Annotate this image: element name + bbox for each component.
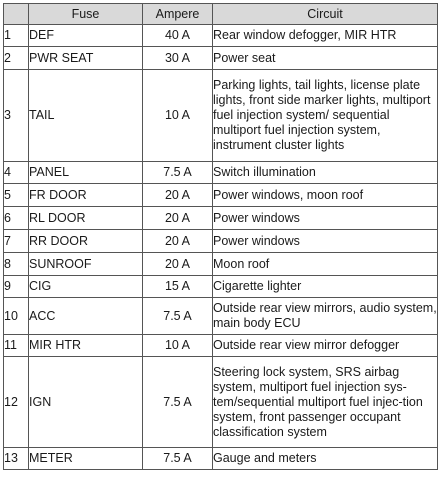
row-number: 1 [4, 25, 29, 47]
fuse-ampere: 7.5 A [143, 448, 213, 470]
header-row [4, 4, 438, 25]
fuse-ampere: 15 A [143, 276, 213, 298]
table-row [4, 298, 438, 335]
fuse-name: PANEL [29, 162, 143, 184]
fuse-name: SUNROOF [29, 253, 143, 276]
fuse-ampere: 30 A [143, 47, 213, 70]
table-row [4, 162, 438, 184]
fuse-circuit: Moon roof [213, 253, 438, 276]
table-row [4, 47, 438, 70]
fuse-ampere: 40 A [143, 25, 213, 47]
fuse-ampere: 7.5 A [143, 357, 213, 448]
fuse-name: CIG [29, 276, 143, 298]
fuse-table [3, 3, 438, 470]
fuse-circuit: Outside rear view mirrors, audio system, main body ECU [213, 298, 438, 335]
fuse-circuit: Parking lights, tail lights, license plate lights, front side marker lights, multiport fuel injection system/ sequential multiport fuel injection system, instrument cluster lights [213, 70, 438, 162]
fuse-name: IGN [29, 357, 143, 448]
fuse-name: TAIL [29, 70, 143, 162]
fuse-circuit: Power windows [213, 230, 438, 253]
fuse-circuit: Steering lock system, SRS airbag system, multiport fuel injection sys-tem/sequential multiport fuel injec-tion system, front passenger occupant classification system [213, 357, 438, 448]
table-row [4, 230, 438, 253]
row-number: 2 [4, 47, 29, 70]
fuse-circuit: Gauge and meters [213, 448, 438, 470]
table-row [4, 448, 438, 470]
fuse-circuit: Cigarette lighter [213, 276, 438, 298]
fuse-ampere: 10 A [143, 335, 213, 357]
fuse-ampere: 20 A [143, 184, 213, 207]
row-number: 4 [4, 162, 29, 184]
fuse-ampere: 10 A [143, 70, 213, 162]
table-row [4, 253, 438, 276]
row-number: 10 [4, 298, 29, 335]
table-row [4, 25, 438, 47]
fuse-circuit: Switch illumination [213, 162, 438, 184]
row-number: 11 [4, 335, 29, 357]
fuse-name: DEF [29, 25, 143, 47]
header-number [4, 4, 29, 25]
row-number: 12 [4, 357, 29, 448]
row-number: 5 [4, 184, 29, 207]
table-row [4, 184, 438, 207]
fuse-circuit: Outside rear view mirror defogger [213, 335, 438, 357]
fuse-circuit: Power windows [213, 207, 438, 230]
fuse-ampere: 20 A [143, 207, 213, 230]
fuse-ampere: 7.5 A [143, 298, 213, 335]
fuse-name: ACC [29, 298, 143, 335]
table-row [4, 70, 438, 162]
fuse-name: PWR SEAT [29, 47, 143, 70]
row-number: 7 [4, 230, 29, 253]
table-row [4, 276, 438, 298]
row-number: 9 [4, 276, 29, 298]
table-row [4, 335, 438, 357]
fuse-name: METER [29, 448, 143, 470]
fuse-ampere: 20 A [143, 230, 213, 253]
row-number: 8 [4, 253, 29, 276]
table-row [4, 207, 438, 230]
table-body [4, 25, 438, 470]
row-number: 3 [4, 70, 29, 162]
fuse-name: MIR HTR [29, 335, 143, 357]
row-number: 6 [4, 207, 29, 230]
table-header [4, 4, 438, 25]
fuse-ampere: 20 A [143, 253, 213, 276]
header-circuit: Circuit [213, 4, 438, 25]
header-ampere: Ampere [143, 4, 213, 25]
fuse-name: RL DOOR [29, 207, 143, 230]
fuse-name: RR DOOR [29, 230, 143, 253]
row-number: 13 [4, 448, 29, 470]
header-fuse: Fuse [29, 4, 143, 25]
fuse-circuit: Power seat [213, 47, 438, 70]
fuse-name: FR DOOR [29, 184, 143, 207]
table-row [4, 357, 438, 448]
fuse-circuit: Power windows, moon roof [213, 184, 438, 207]
fuse-circuit: Rear window defogger, MIR HTR [213, 25, 438, 47]
fuse-ampere: 7.5 A [143, 162, 213, 184]
